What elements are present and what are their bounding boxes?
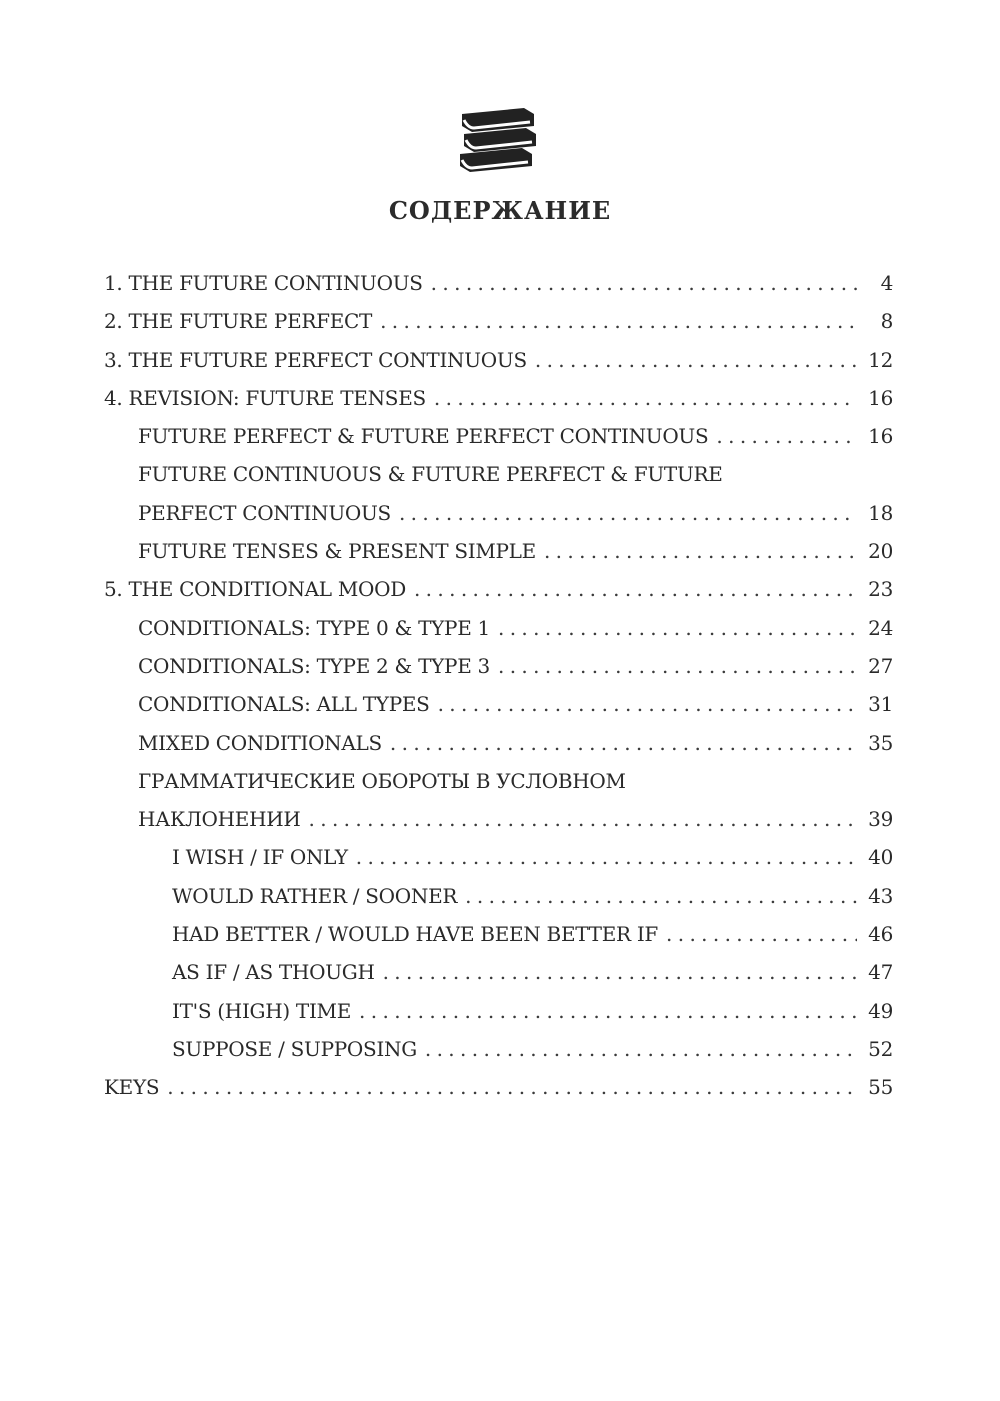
dot-leader [399,494,857,532]
toc-entry[interactable] [104,838,893,876]
toc-entry-title: SUPPOSE / SUPPOSING [172,1036,417,1061]
dot-leader [359,992,857,1030]
toc-entry-title: CONDITIONALS: TYPE 2 & TYPE 3 [138,653,490,678]
toc-page-number: 35 [868,730,893,755]
toc-entry-title: WOULD RATHER / SOONER [172,883,458,908]
toc-entry[interactable] [104,379,893,417]
toc-page-number: 31 [868,692,893,717]
toc-page-number: 20 [868,539,893,564]
dot-leader [544,532,857,570]
toc-page-number: 52 [868,1036,893,1061]
toc-entry-title: FUTURE CONTINUOUS & FUTURE PERFECT & FUTURE [138,462,723,487]
toc-entry-title: MIXED CONDITIONALS [138,730,382,755]
toc-entry[interactable] [104,417,893,455]
toc-entry-title: 3. THE FUTURE PERFECT CONTINUOUS [104,347,527,372]
toc-page-number: 4 [880,271,893,295]
toc-entry-title: FUTURE TENSES & PRESENT SIMPLE [138,539,536,564]
toc-page-number: 24 [868,615,893,640]
toc-entry-title: ГРАММАТИЧЕСКИЕ ОБОРОТЫ В УСЛОВНОМ [138,768,626,793]
toc-entry[interactable] [104,647,893,685]
toc-entry[interactable] [104,1030,893,1068]
toc-page-number: 8 [880,309,893,334]
toc-entry[interactable] [104,992,893,1030]
toc-entry[interactable] [104,532,893,570]
toc-page-number: 47 [868,960,893,985]
dot-leader [498,647,857,685]
toc-entry[interactable] [104,877,893,915]
toc-page-number: 39 [868,807,893,832]
toc-page-number: 16 [868,385,893,410]
dot-leader [414,570,857,608]
toc-entry-title: 4. REVISION: FUTURE TENSES [104,385,426,410]
toc-entry-title: CONDITIONALS: ALL TYPES [138,692,430,717]
dot-leader [167,1068,857,1106]
dot-leader [383,953,857,991]
toc-page-number: 12 [868,347,893,372]
toc-page-number: 27 [868,653,893,678]
dot-leader [666,915,857,953]
toc-page-number: 46 [868,922,893,947]
dot-leader [438,685,857,723]
dot-leader [380,302,857,340]
toc-entry-title: CONDITIONALS: TYPE 0 & TYPE 1 [138,615,490,640]
dot-leader [431,264,857,302]
dot-leader [356,838,857,876]
toc-entry[interactable] [104,494,893,532]
toc-entry[interactable] [104,953,893,991]
dot-leader [390,724,857,762]
toc-page-number: 16 [868,424,893,449]
toc-entry[interactable] [104,915,893,953]
toc-entry-title: FUTURE PERFECT & FUTURE PERFECT CONTINUOUS [138,424,709,449]
toc-entry[interactable] [104,724,893,762]
toc-entry[interactable] [104,685,893,723]
toc-page-number: 49 [868,998,893,1023]
toc-entry-title: 5. THE CONDITIONAL MOOD [104,577,406,602]
toc-entry[interactable] [104,609,893,647]
dot-leader [434,379,857,417]
table-of-contents [104,264,893,1107]
dot-leader [309,800,857,838]
toc-entry-title: HAD BETTER / WOULD HAVE BEEN BETTER IF [172,922,659,947]
toc-entry-title: 1. THE FUTURE CONTINUOUS [104,271,423,295]
dot-leader [535,341,857,379]
toc-entry[interactable] [104,570,893,608]
toc-entry[interactable] [104,762,893,800]
toc-entry[interactable] [104,455,893,493]
toc-entry-title: НАКЛОНЕНИИ [138,807,301,832]
toc-entry[interactable] [104,800,893,838]
toc-entry-title: IT'S (HIGH) TIME [172,998,352,1023]
toc-page-number: 55 [868,1075,893,1100]
toc-entry-title: AS IF / AS THOUGH [172,960,375,985]
toc-entry[interactable] [104,302,893,340]
toc-page-number: 18 [868,500,893,525]
toc-entry-title: 2. THE FUTURE PERFECT [104,309,373,334]
dot-leader [465,877,857,915]
stack-of-books-icon [454,100,540,180]
toc-page-number: 40 [868,845,893,870]
dot-leader [716,417,857,455]
toc-entry[interactable] [104,1068,893,1106]
toc-page-number: 23 [868,577,893,602]
toc-entry-title: PERFECT CONTINUOUS [138,500,391,525]
toc-entry[interactable] [104,341,893,379]
toc-entry-title: I WISH / IF ONLY [172,845,348,870]
toc-page-number: 43 [868,883,893,908]
dot-leader [425,1030,857,1068]
toc-entry[interactable] [104,264,893,302]
toc-entry-title: KEYS [104,1075,160,1100]
page-title: СОДЕРЖАНИЕ [388,196,612,225]
dot-leader [498,609,857,647]
